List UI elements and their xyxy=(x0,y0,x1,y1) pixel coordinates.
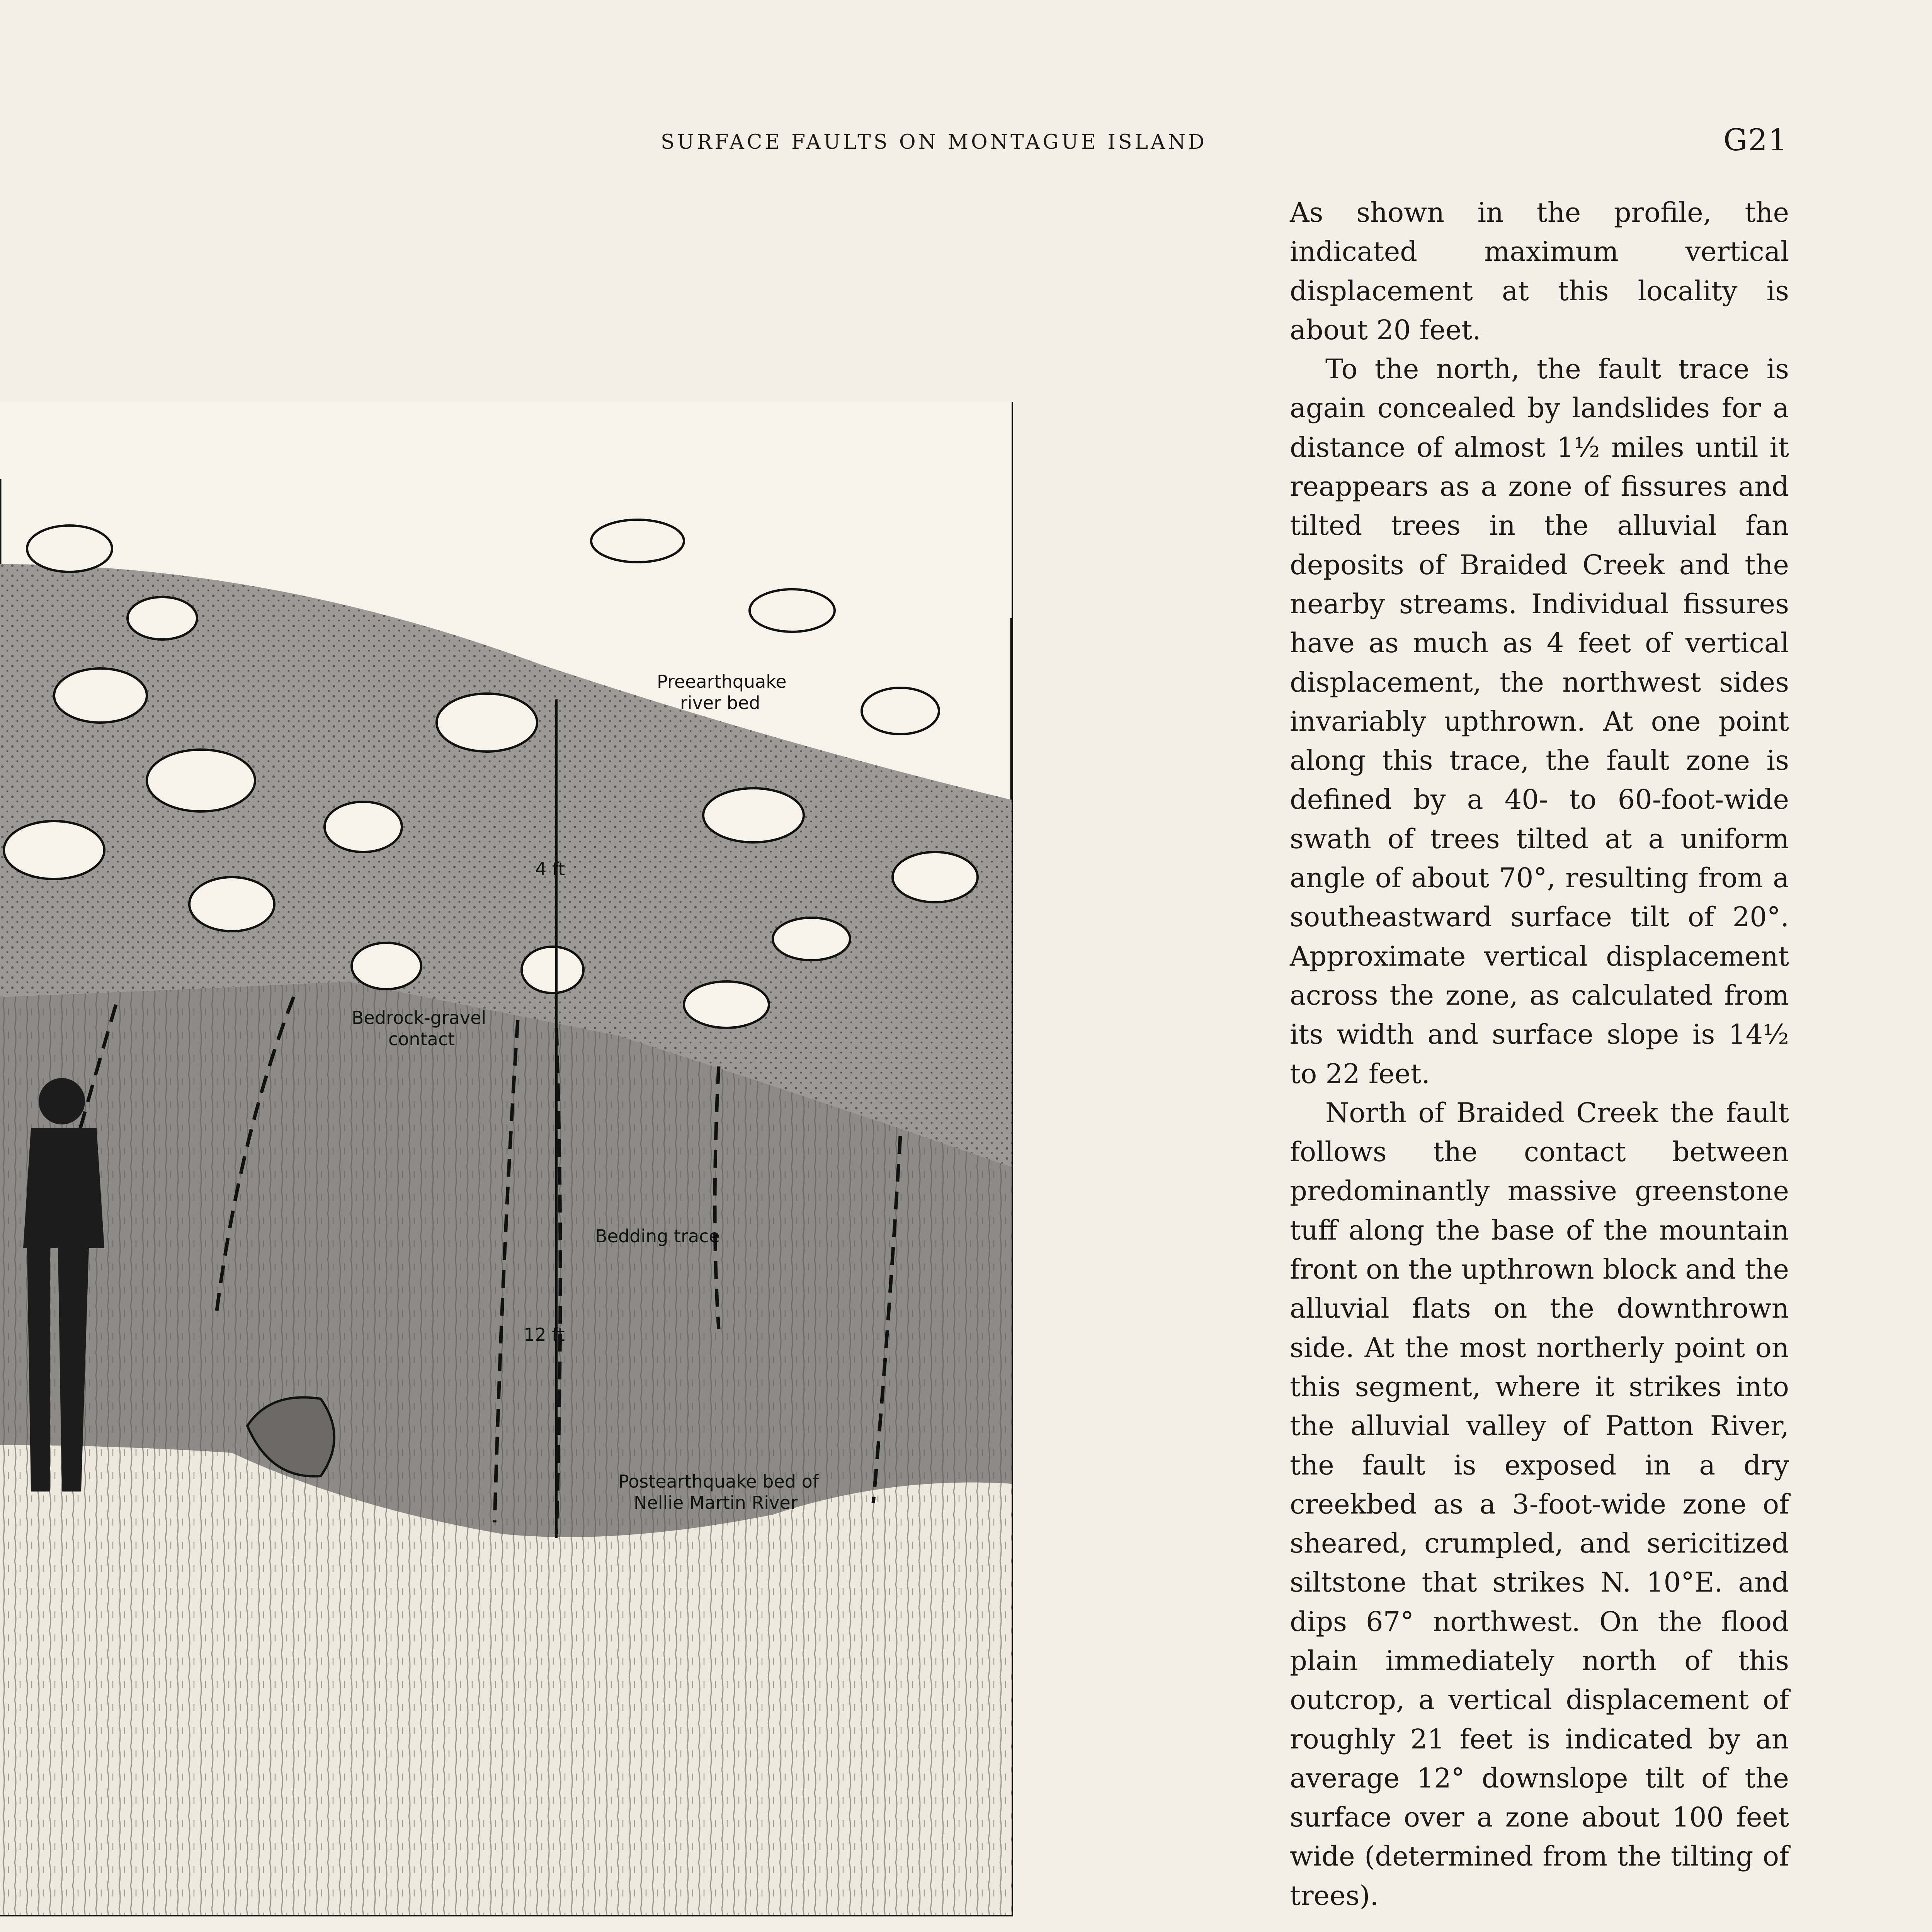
body-column xyxy=(1290,193,1789,1932)
label-preearthquake-line1: Preearthquake xyxy=(657,671,787,692)
label-12-ft: 12 ft xyxy=(524,1324,565,1345)
label-preearthquake-line2: river bed xyxy=(680,692,760,713)
running-head: SURFACE FAULTS ON MONTAGUE ISLAND xyxy=(661,131,1207,154)
label-bedding-trace: Bedding trace xyxy=(595,1226,720,1247)
label-postearthquake-line2: Nellie Martin River xyxy=(634,1492,798,1513)
fault-scarp-figure xyxy=(0,402,1013,1917)
label-bedrock-line1: Bedrock-gravel xyxy=(352,1007,486,1028)
paragraph-1: As shown in the profile, the indicated maximum vertical displacement at this locality is about 20 feet. xyxy=(1290,197,1789,346)
paragraph-2: To the north, the fault trace is again concealed by landslides for a distance of almost 1½ miles until it reappears as a zone of fissures and tilted trees in the alluvial fan deposits of Braided Creek and the nearby streams. Individual fissures have as much as 4 feet of vertical displacement, the northwest sides invariably upthrown. At one point along this trace, the fault zone is defined by a 40- to 60-foot-wide swath of trees tilted at a uniform angle of about 70°, resulting from a southeastward surface tilt of 20°. Approximate vertical displacement across the zone, as calculated from its width and surface slope is 14½ to 22 feet. xyxy=(1290,353,1789,1090)
paragraph-3: North of Braided Creek the fault follows the contact between predominantly massive greenstone tuff along the base of the mountain front on the upthrown block and the alluvial flats on the downthrown side. At the most northerly point on this segment, where it strikes into the alluvial valley of Patton River, the fault is exposed in a dry creekbed as a 3-foot-wide zone of sheared, crumpled, and sericitized siltstone that strikes N. 10°E. and dips 67° northwest. On the flood plain immediately north of this outcrop, a vertical displacement of roughly 21 feet is indicated by an average 12° downslope tilt of the surface over a zone about 100 feet wide (determined from the tilting of trees). xyxy=(1290,1097,1789,1912)
label-bedrock-line2: contact xyxy=(388,1029,455,1049)
page-number: G21 xyxy=(1723,123,1788,158)
label-postearthquake-line1: Postearthquake bed of xyxy=(618,1471,819,1492)
fault-scarp-drawing xyxy=(0,402,1013,1917)
label-4-ft: 4 ft xyxy=(535,859,565,879)
